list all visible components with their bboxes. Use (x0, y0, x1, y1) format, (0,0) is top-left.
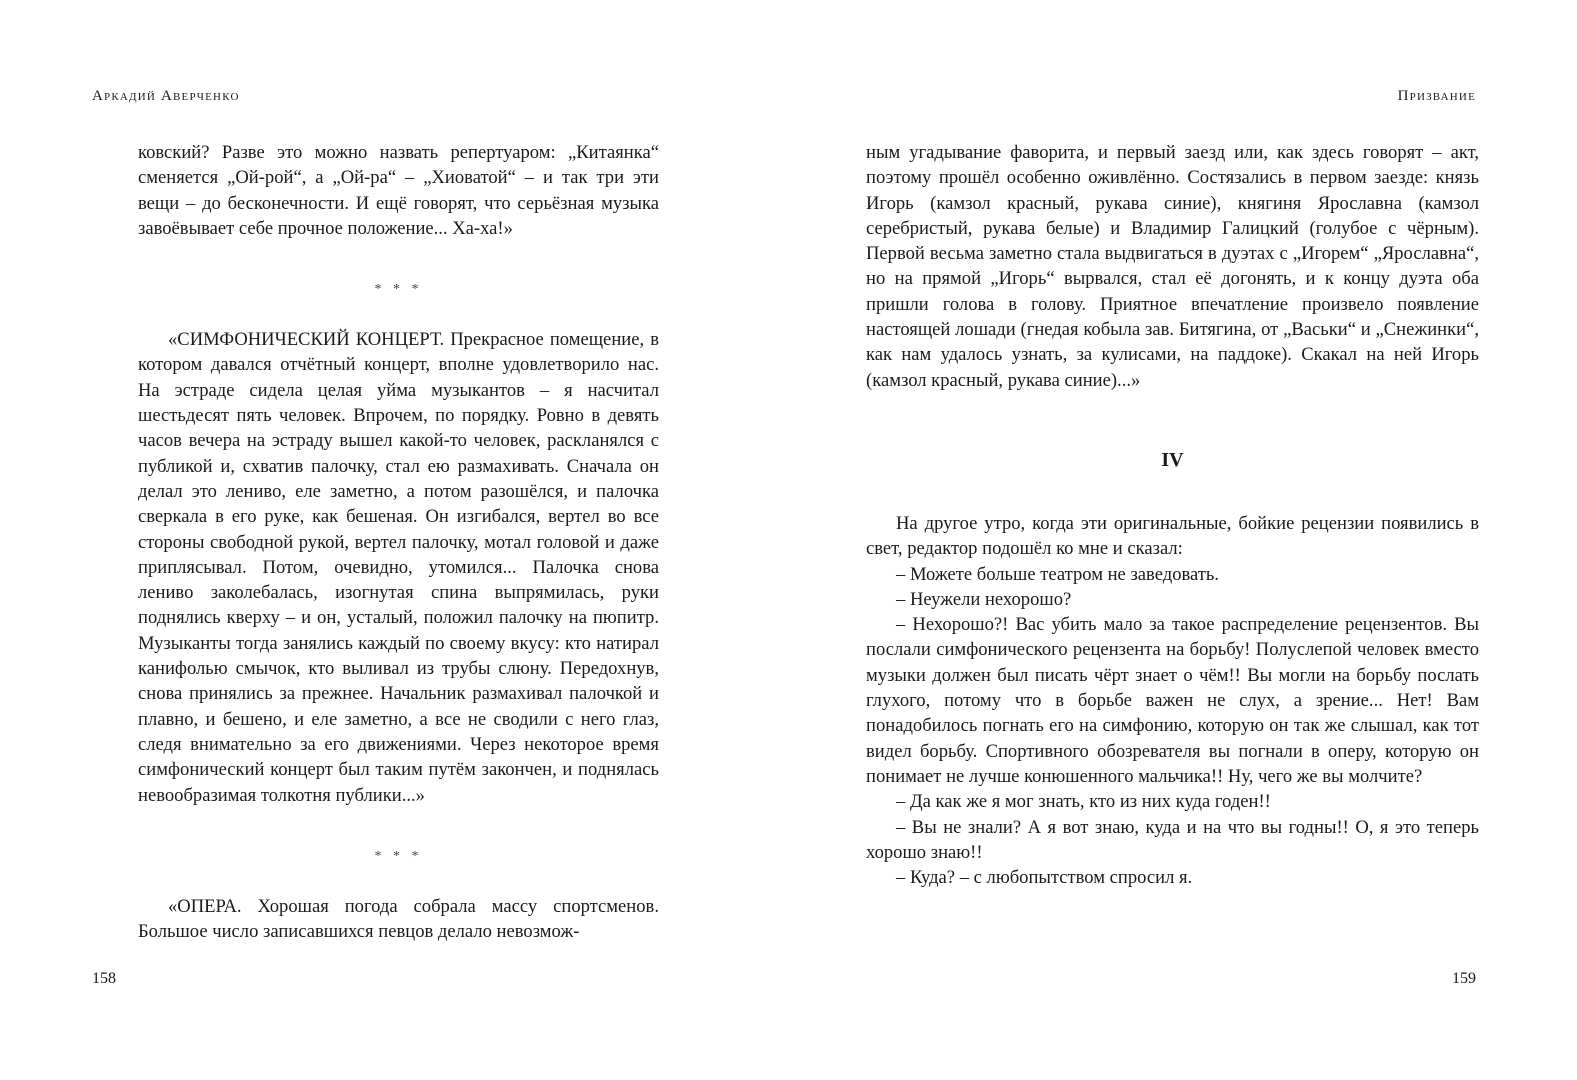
dialogue-line: – Можете больше театром не заведовать. (896, 563, 1220, 585)
paragraph: «СИМФОНИЧЕСКИЙ КОНЦЕРТ. Прекрасное помещение, в котором давался отчётный концерт, вполне удовлетворило нас. На эстраде сидела целая уйма музыкантов – я насчитал шестьдесят пять человек. Впрочем, по порядку. Ровно в девять часов вечера на эстраду вышел какой-то человек, раскланялся с публикой и, схватив палочку, стал ею размахивать. Сначала он делал это лениво, еле заметно, а потом разошёлся, и палочка сверкала в его руке, как бешеная. Он изгибался, вертел во все стороны свободной рукой, вертел палочку, мотал головой и даже приплясывал. Потом, очевидно, утомился... Палочка снова лениво заколебалась, изогнутая спина выпрямилась, руки поднялись кверху – и он, усталый, положил палочку на пюпитр. Музыканты тогда занялись каждый по своему вкусу: кто натирал канифолью смычок, кто выливал из трубы слюну. Передохнув, снова принялись за прежнее. Начальник размахивал палочкой и плавно, и бешено, и еле заметно, а все не сводили с него глаз, следя внимательно за его движениями. Через некоторое время симфонический концерт был таким путём закончен, и поднялась невообразимая толкотня публики...» (138, 329, 659, 806)
dialogue-line: – Нехорошо?! Вас убить мало за такое распределение рецензентов. Вы послали симфонического рецензента на борьбу! Полуслепой человек вместо музыки должен был писать чёрт знает о чём!! Вы могли на борьбу послать глухого, потому что в борьбе важен не слух, а зрение... Нет! Вам понадобилось погнать его на симфонию, которую он так же слышал, как тот видел борьбу. Спортивного обозревателя вы погнали в оперу, которую он понимает не лучше конюшенного мальчика!! Ну, чего же вы молчите? (866, 614, 1479, 787)
dialogue-line: – Да как же я мог знать, кто из них куда годен!! (896, 791, 1271, 813)
paragraph: ным угадывание фаворита, и первый заезд или, как здесь говорят – акт, поэтому прошёл особенно оживлённо. Состязались в первом заезде: князь Игорь (камзол красный, рукава синие), княгиня Ярославна (камзол серебристый, рукава белые) и Владимир Галицкий (голубое с чёрным). Первой весьма заметно стала выдвигаться в дуэтах с „Игорем“ „Ярославна“, но на прямой „Игорь“ вырвался, стал её догонять, и к концу дуэта оба пришли голова в голову. Приятное впечатление произвело появление настоящей лошади (гнедая кобыла зав. Битягина, от „Васьки“ и „Снежинки“, как нам удалось узнать, за кулисами, на паддоке). Скакал на ней Игорь (камзол красный, рукава синие)...» (866, 142, 1479, 391)
running-head-title: Призвание (1397, 88, 1476, 104)
dialogue-line: – Куда? – с любопытством спросил я. (896, 867, 1193, 889)
paragraph: На другое утро, когда эти оригинальные, бойкие рецензии появились в свет, редактор подошёл ко мне и сказал: (866, 512, 1479, 560)
page-number: 158 (92, 970, 116, 987)
page-number: 159 (1452, 970, 1476, 987)
left-page (0, 0, 788, 1080)
right-text-block (866, 140, 1479, 890)
paragraph: «ОПЕРА. Хорошая погода собрала массу спортсменов. Большое число записавшихся певцов делало невозмож- (138, 895, 659, 943)
right-page (788, 0, 1577, 1080)
paragraph: ковский? Разве это можно назвать репертуаром: „Китаянка“ сменяется „Ой-рой“, а „Ой-ра“ – „Хиоватой“ – и так три эти вещи – до бесконечности. И ещё говорят, что серьёзная музыка завоёвывает себе прочное положение... Ха-ха!» (138, 142, 659, 239)
section-separator: * * * (374, 282, 423, 298)
dialogue-line: – Вы не знали? А я вот знаю, куда и на что вы годны!! О, я это теперь хорошо знаю!! (866, 816, 1479, 863)
dialogue-line: – Неужели нехорошо? (896, 588, 1072, 610)
section-separator: * * * (374, 848, 423, 864)
running-head-author: Аркадий Аверченко (92, 88, 240, 104)
left-text-block (138, 140, 659, 944)
chapter-heading: IV (1161, 448, 1184, 471)
